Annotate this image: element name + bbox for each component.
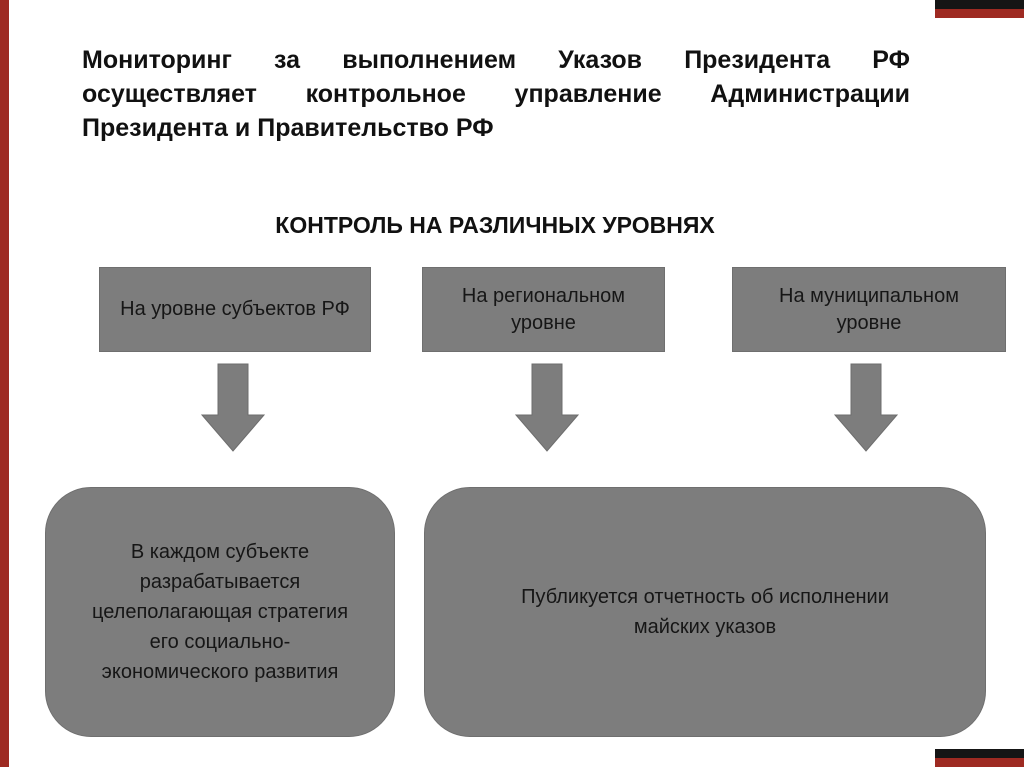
level-box-municipal: [732, 267, 1006, 352]
outcome-text: Публикуется отчетность об исполнении майских указов: [521, 586, 889, 638]
outcome-box-subject-strategy: [45, 487, 395, 737]
bottom-right-red-bar: [935, 758, 1024, 767]
level-box-regional: [422, 267, 665, 352]
down-arrow-icon: [833, 363, 899, 453]
down-arrow-icon: [200, 363, 266, 453]
top-right-black-bar: [935, 0, 1024, 9]
top-right-red-bar: [935, 9, 1024, 18]
section-heading: КОНТРОЛЬ НА РАЗЛИЧНЫХ УРОВНЯХ: [275, 212, 715, 238]
outcome-box-published-reports: [424, 487, 986, 737]
level-box-label: На муниципальном уровне: [779, 284, 959, 334]
down-arrow-icon: [514, 363, 580, 453]
level-box-label: На региональном уровне: [461, 284, 626, 334]
bottom-right-black-bar: [935, 749, 1024, 758]
outcome-text: В каждом субъекте разрабатывается целеполагающая стратегия его социально-экономического развития: [91, 541, 349, 683]
level-box-label: На уровне субъектов РФ: [120, 298, 350, 320]
level-box-subjects-rf: [99, 267, 371, 352]
left-red-stripe: [0, 0, 9, 767]
slide-title: Мониторинг за выполнением Указов Президента РФ осуществляет контрольное управление Администрации Президента и Правительство РФ: [82, 46, 910, 142]
